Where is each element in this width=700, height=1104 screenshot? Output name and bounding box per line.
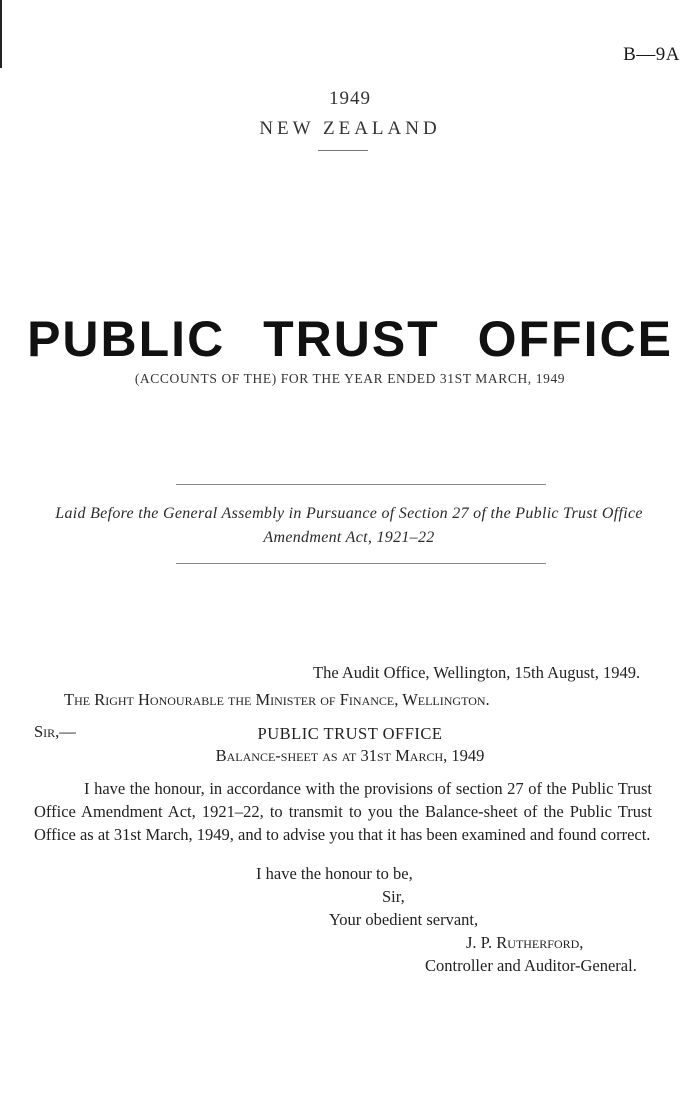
addressee: The Right Honourable the Minister of Finance, Wellington. xyxy=(64,690,490,709)
divider-top xyxy=(176,484,546,485)
divider-bottom xyxy=(176,563,546,564)
closing-line-3: Your obedient servant, xyxy=(329,910,479,929)
salutation: Sir,— xyxy=(34,722,76,741)
letter-heading: PUBLIC TRUST OFFICE xyxy=(257,724,443,743)
dateline: The Audit Office, Wellington, 15th August, 1949. xyxy=(313,663,641,682)
laid-before-line-1: Laid Before the General Assembly in Pursuance of Section 27 of the Public Trust Office xyxy=(55,505,643,522)
main-title: PUBLIC TRUST OFFICE xyxy=(27,311,673,367)
laid-before-statement xyxy=(34,502,664,550)
country-heading: NEW ZEALAND xyxy=(259,118,441,139)
divider-short xyxy=(318,150,368,151)
document-reference: B—9A xyxy=(623,44,680,65)
letter-body xyxy=(34,777,652,846)
laid-before-line-2: Amendment Act, 1921–22 xyxy=(263,529,435,546)
letter-body-text: I have the honour, in accordance with the provisions of section 27 of the Public Trust Office Amendment Act, 1921–22, to transmit to you the Balance-sheet of the Public Trust Office as at 31st March, 1949, and to advise you that it has been examined and found correct. xyxy=(34,779,652,844)
closing-line-1: I have the honour to be, xyxy=(256,864,413,883)
publication-year: 1949 xyxy=(329,88,371,109)
signatory-name: J. P. Rutherford, xyxy=(466,933,584,952)
subtitle: (ACCOUNTS OF THE) FOR THE YEAR ENDED 31ST MARCH, 1949 xyxy=(134,371,566,386)
signatory-title: Controller and Auditor-General. xyxy=(425,956,637,975)
page-edge-mark xyxy=(0,0,2,68)
letter-subheading: Balance-sheet as at 31st March, 1949 xyxy=(215,746,485,765)
closing-line-2: Sir, xyxy=(382,887,405,906)
